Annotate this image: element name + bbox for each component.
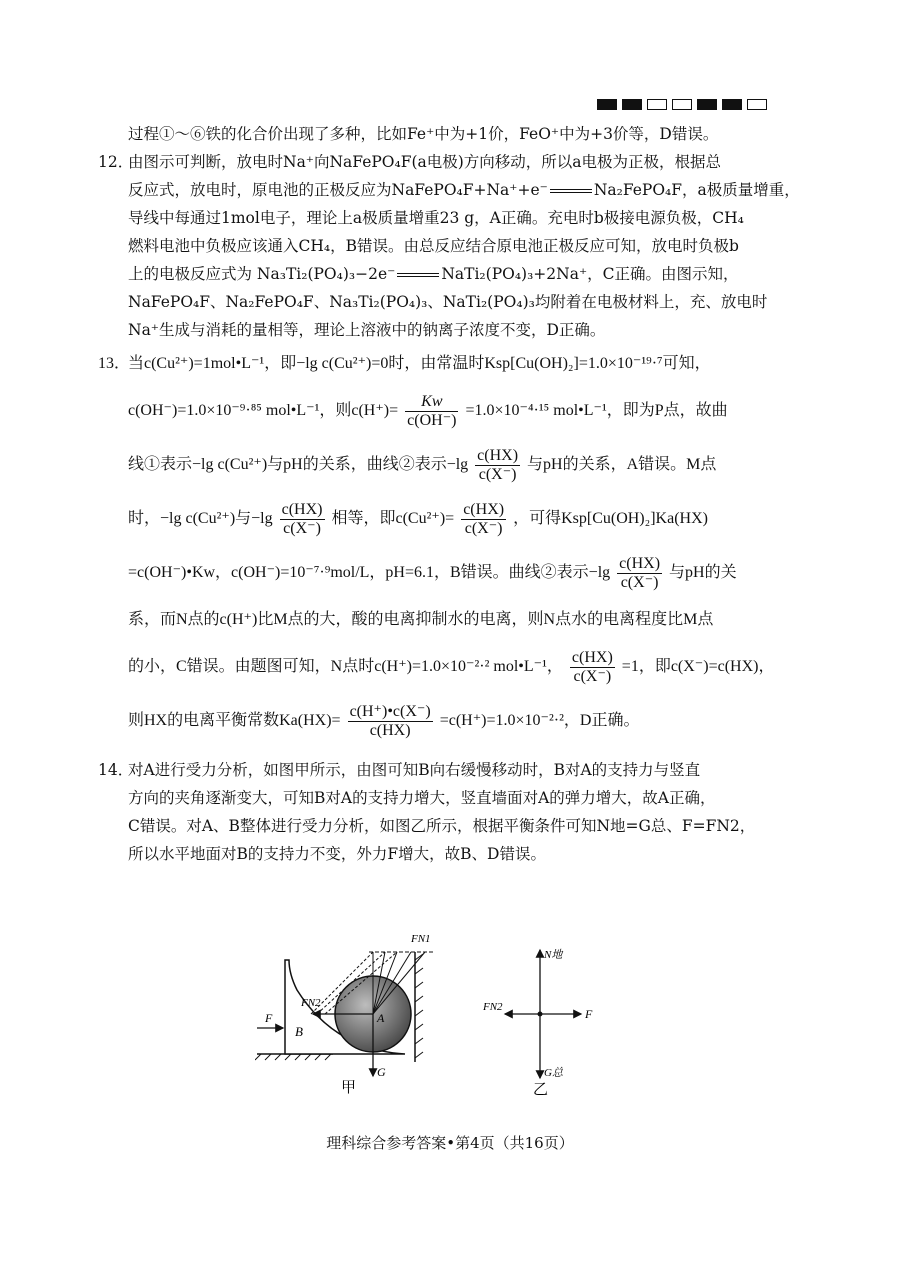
label-f-yi: F <box>585 1007 593 1021</box>
text: 则HX的电离平衡常数Ka(HX)= <box>128 712 341 729</box>
question-12 <box>98 148 800 344</box>
text: 线①表示−lg c(Cu²⁺)与pH的关系，曲线②表示−lg <box>128 456 469 473</box>
label-b: B <box>295 1024 303 1039</box>
label-g: G <box>377 1065 386 1079</box>
text-line <box>98 148 776 176</box>
text: 系，而N点的c(H⁺)比M点的大，酸的电离抑制水的电离，则N点水的电离程度比M点 <box>128 611 714 628</box>
fraction <box>617 555 662 592</box>
denominator: c(X⁻) <box>573 667 612 685</box>
text: 燃料电池中负极应该通入CH₄，B错误。由总反应结合原电池正极反应可知，放电时负极b <box>128 237 739 255</box>
text-line <box>128 812 776 840</box>
text-line <box>128 384 776 438</box>
label-g-yi: G总 <box>544 1067 563 1079</box>
text-line <box>128 176 800 204</box>
header-mark <box>722 99 742 110</box>
text: 导线中每通过1mol电子，理论上a极质量增重23 g，A正确。充电时b极接电源负极，CH₄ <box>128 209 744 227</box>
text-line <box>128 316 776 344</box>
text-line <box>128 288 776 316</box>
text-line <box>128 694 776 748</box>
text-line <box>128 260 776 288</box>
force-diagrams <box>255 930 635 1100</box>
q11-tail-line <box>128 120 776 148</box>
numerator: c(H⁺)•c(X⁻) <box>349 702 431 720</box>
denominator: c(OH⁻) <box>407 411 457 429</box>
text: 由图示可判断，放电时Na⁺向NaFePO₄F(a电极)方向移动，所以a电极为正极，根据总 <box>128 153 722 171</box>
equals-sign <box>397 273 439 277</box>
fraction <box>405 393 458 430</box>
text: 对A进行受力分析，如图甲所示，由图可知B向右缓慢移动时，B对A的支持力与竖直 <box>128 761 701 779</box>
denominator: c(X⁻) <box>478 465 517 483</box>
question-number: 12． <box>98 153 134 171</box>
fraction <box>280 501 325 538</box>
text: 方向的夹角逐渐变大，可知B对A的支持力增大，竖直墙面对A的弹力增大，故A正确， <box>128 789 716 807</box>
denominator: c(HX) <box>369 721 411 739</box>
text: 当c(Cu²⁺)=1mol•L⁻¹，即−lg c(Cu²⁺)=0时，由常温时Ksp[Cu(OH)₂]=1.0×10⁻¹⁹·⁷可知， <box>128 355 711 372</box>
text: 与pH的关 <box>669 564 737 581</box>
text-line <box>128 840 776 868</box>
wall-hatch <box>415 954 423 1058</box>
text-line <box>128 640 776 694</box>
equals-sign <box>550 189 592 193</box>
denominator: c(X⁻) <box>283 519 321 537</box>
text-line <box>98 344 776 384</box>
text: NaTi₂(PO₄)₃+2Na⁺，C正确。由图示知， <box>441 265 739 283</box>
text: 的小，C错误。由题图可知，N点时c(H⁺)=1.0×10⁻²·² mol•L⁻¹， <box>128 658 563 675</box>
caption-yi: 乙 <box>533 1080 549 1098</box>
text-line <box>128 784 776 812</box>
text: 与pH的关系，A错误。M点 <box>527 456 717 473</box>
page-footer: 理科综合参考答案•第4页（共16页） <box>326 1134 574 1152</box>
text-line <box>128 492 776 546</box>
question-number: 13． <box>98 355 131 372</box>
text: c(OH⁻)=1.0×10⁻⁹·⁸⁵ mol•L⁻¹，则c(H⁺)= <box>128 402 399 419</box>
text: Na⁺生成与消耗的量相等，理论上溶液中的钠离子浓度不变，D正确。 <box>128 321 606 339</box>
text-line <box>128 232 776 260</box>
numerator: c(HX) <box>571 648 613 666</box>
label-fn2: FN2 <box>301 997 321 1009</box>
text: =1.0×10⁻⁴·¹⁵ mol•L⁻¹，即为P点，故曲 <box>465 402 728 419</box>
answer-content <box>98 120 800 868</box>
label-a: A <box>377 1011 385 1025</box>
text-line <box>128 546 776 600</box>
header-mark <box>622 99 642 110</box>
text: 过程①～⑥铁的化合价出现了多种，比如Fe⁺中为+1价，FeO⁺中为+3价等，D错误。 <box>128 125 719 143</box>
question-number: 14． <box>98 761 134 779</box>
numerator: c(HX) <box>477 446 519 464</box>
question-14 <box>98 756 776 868</box>
text-line <box>98 756 776 784</box>
numerator: c(HX) <box>463 500 505 518</box>
text: 所以水平地面对B的支持力不变，外力F增大，故B、D错误。 <box>128 845 546 863</box>
label-n: N地 <box>544 949 563 961</box>
text: =c(H⁺)=1.0×10⁻²·²，D正确。 <box>439 712 640 729</box>
text: Na₂FePO₄F，a极质量增重， <box>593 181 800 199</box>
header-mark <box>672 99 692 110</box>
header-mark <box>597 99 617 110</box>
header-mark <box>697 99 717 110</box>
fraction <box>348 703 433 740</box>
text: =1，即c(X⁻)=c(HX)， <box>621 658 775 675</box>
fraction <box>570 649 615 686</box>
text: 上的电极反应式为 Na₃Ti₂(PO₄)₃−2e⁻ <box>128 265 396 283</box>
label-f: F <box>265 1011 273 1025</box>
header-marks <box>597 99 767 110</box>
ground-hatch <box>255 1054 331 1060</box>
figure-jia <box>255 933 433 1096</box>
fraction <box>475 447 520 484</box>
denominator: c(X⁻) <box>464 519 503 537</box>
question-13 <box>98 344 776 748</box>
text: C错误。对A、B整体进行受力分析，如图乙所示，根据平衡条件可知N地=G总、F=FN2， <box>128 817 756 835</box>
text: =c(OH⁻)•Kw，c(OH⁻)=10⁻⁷·⁹mol/L，pH=6.1，B错误。曲线②表示−lg <box>128 564 611 581</box>
figure-yi <box>482 948 593 1098</box>
label-fn1: FN1 <box>411 933 431 945</box>
label-fn2-yi: FN2 <box>483 1001 503 1013</box>
text: 相等，即c(Cu²⁺)= <box>331 510 455 527</box>
denominator: c(X⁻) <box>620 573 659 591</box>
numerator: c(HX) <box>619 554 661 572</box>
header-mark <box>647 99 667 110</box>
fraction <box>461 501 506 538</box>
text-line <box>128 600 776 640</box>
text: 反应式，放电时，原电池的正极反应为NaFePO₄F+Na⁺+e⁻ <box>128 181 548 199</box>
text: ，可得Ksp[Cu(OH)₂]Ka(HX) <box>513 510 708 527</box>
numerator: Kw <box>405 393 458 412</box>
text-line <box>128 438 776 492</box>
caption-jia: 甲 <box>341 1078 357 1096</box>
text: NaFePO₄F、Na₂FePO₄F、Na₃Ti₂(PO₄)₃、NaTi₂(PO₄)₃均附着在电极材料上，充、放电时 <box>128 293 768 311</box>
text: 时，−lg c(Cu²⁺)与−lg <box>128 510 273 527</box>
header-mark <box>747 99 767 110</box>
numerator: c(HX) <box>281 500 323 518</box>
text-line <box>128 204 776 232</box>
